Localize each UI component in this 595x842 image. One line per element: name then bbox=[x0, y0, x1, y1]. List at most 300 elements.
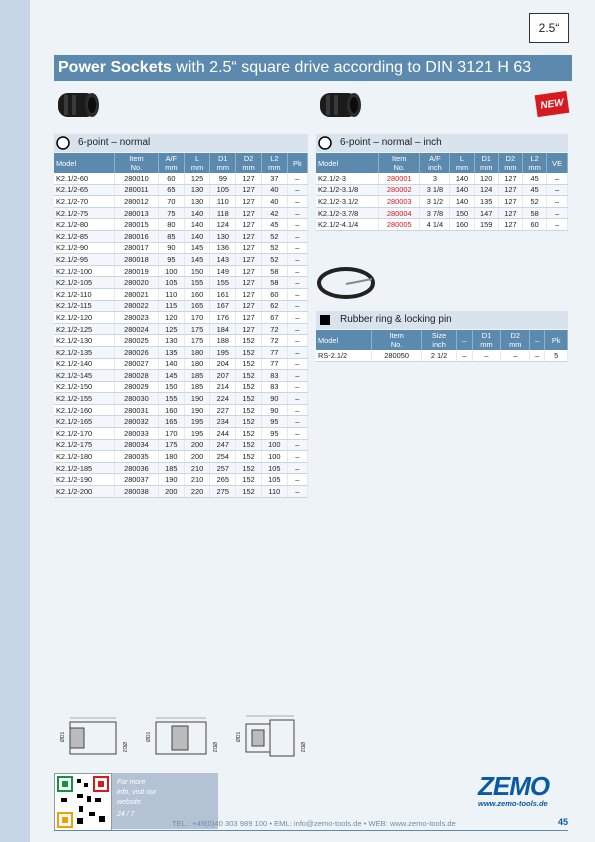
table-cell: K2.1/2-200 bbox=[54, 486, 114, 498]
table-cell: 58 bbox=[523, 207, 547, 219]
table-cell: – bbox=[287, 428, 307, 440]
header-text: No. bbox=[130, 163, 143, 172]
table-cell: 185 bbox=[184, 370, 210, 382]
item-number-cell: 280001 bbox=[379, 173, 420, 184]
table-row bbox=[54, 370, 308, 382]
table-cell: 127 bbox=[498, 207, 522, 219]
item-number-cell: 280028 bbox=[114, 370, 158, 382]
table-cell: – bbox=[287, 219, 307, 231]
table-cell: 190 bbox=[184, 393, 210, 405]
table-cell: 152 bbox=[236, 439, 262, 451]
table-cell: 175 bbox=[184, 335, 210, 347]
column-header bbox=[421, 330, 457, 350]
table-cell: 160 bbox=[158, 404, 184, 416]
column-header bbox=[450, 153, 474, 173]
table-cell: 2 1/2 bbox=[421, 350, 457, 361]
table-cell: 52 bbox=[261, 242, 287, 254]
table-cell: 37 bbox=[261, 173, 287, 184]
table-cell: 60 bbox=[158, 173, 184, 184]
table-cell: 275 bbox=[210, 486, 236, 498]
table-cell: 45 bbox=[523, 173, 547, 184]
table-cell: 161 bbox=[210, 288, 236, 300]
table-cell: K2.1/2-3.7/8 bbox=[316, 207, 379, 219]
table-cell: 52 bbox=[523, 196, 547, 208]
item-number-cell: 280023 bbox=[114, 312, 158, 324]
item-number-cell: 280016 bbox=[114, 230, 158, 242]
table-cell: – bbox=[287, 288, 307, 300]
table-cell: K2.1/2-185 bbox=[54, 462, 114, 474]
table-cell: 80 bbox=[158, 219, 184, 231]
table-cell: 3 bbox=[420, 173, 450, 184]
table-cell: 52 bbox=[261, 254, 287, 266]
column-header bbox=[54, 153, 114, 173]
table-cell: 130 bbox=[210, 230, 236, 242]
table-cell: 147 bbox=[474, 207, 498, 219]
table-cell: 227 bbox=[210, 404, 236, 416]
table-cell: 83 bbox=[261, 381, 287, 393]
table-cell: 95 bbox=[261, 416, 287, 428]
column-header bbox=[523, 153, 547, 173]
table-cell: 254 bbox=[210, 451, 236, 463]
header-text: L2 bbox=[270, 154, 279, 163]
table-cell: 152 bbox=[236, 358, 262, 370]
table-cell: 135 bbox=[158, 346, 184, 358]
table-cell: 127 bbox=[236, 196, 262, 208]
table-row bbox=[54, 462, 308, 474]
table-cell: 195 bbox=[184, 416, 210, 428]
table-row bbox=[54, 173, 308, 184]
header-text: D2 bbox=[510, 331, 520, 340]
table-cell: 100 bbox=[158, 265, 184, 277]
table-cell: 244 bbox=[210, 428, 236, 440]
table-cell: 265 bbox=[210, 474, 236, 486]
column-header bbox=[210, 153, 236, 173]
table-cell: 75 bbox=[158, 207, 184, 219]
header-text: Pk bbox=[551, 335, 561, 345]
table-cell: K2.1/2-125 bbox=[54, 323, 114, 335]
table-cell: 4 1/4 bbox=[420, 219, 450, 231]
item-number-cell: 280050 bbox=[372, 350, 421, 361]
table-cell: K2.1/2-100 bbox=[54, 265, 114, 277]
table-cell: 3 7/8 bbox=[420, 207, 450, 219]
table-cell: 140 bbox=[158, 358, 184, 370]
item-number-cell: 280037 bbox=[114, 474, 158, 486]
table-cell: – bbox=[287, 404, 307, 416]
table-cell: 95 bbox=[158, 254, 184, 266]
column-header bbox=[236, 153, 262, 173]
table-cell: 130 bbox=[184, 196, 210, 208]
table-cell: K2.1/2-130 bbox=[54, 335, 114, 347]
table-cell: 100 bbox=[261, 451, 287, 463]
header-text: Pk bbox=[293, 158, 302, 168]
table-cell: 247 bbox=[210, 439, 236, 451]
table-cell: 220 bbox=[184, 486, 210, 498]
table-cell: 3 1/2 bbox=[420, 196, 450, 208]
item-number-cell: 280004 bbox=[379, 207, 420, 219]
table-cell: 110 bbox=[261, 486, 287, 498]
table-cell: – bbox=[287, 173, 307, 184]
table-cell: K2.1/2-110 bbox=[54, 288, 114, 300]
column-header bbox=[472, 330, 501, 350]
table-cell: 165 bbox=[158, 416, 184, 428]
table-cell: 204 bbox=[210, 358, 236, 370]
table-cell: – bbox=[287, 196, 307, 208]
header-text: mm bbox=[165, 163, 178, 172]
item-number-cell: 280038 bbox=[114, 486, 158, 498]
table-cell: 140 bbox=[184, 230, 210, 242]
table-cell: 45 bbox=[523, 184, 547, 196]
column-header bbox=[420, 153, 450, 173]
info-line: website. bbox=[117, 799, 143, 806]
table-row bbox=[54, 196, 308, 208]
header-text: mm bbox=[455, 163, 469, 172]
header-text: A/F bbox=[429, 154, 441, 163]
table-row bbox=[54, 381, 308, 393]
table-cell: 127 bbox=[236, 184, 262, 196]
table-cell: 45 bbox=[261, 219, 287, 231]
table-cell: 224 bbox=[210, 393, 236, 405]
table-row bbox=[54, 288, 308, 300]
column-header bbox=[547, 153, 568, 173]
table-cell: 185 bbox=[184, 381, 210, 393]
table-cell: 136 bbox=[210, 242, 236, 254]
column-header bbox=[474, 153, 498, 173]
table-header-row bbox=[316, 153, 568, 173]
d2-label: ØD2 bbox=[299, 742, 305, 753]
header-text: inch bbox=[432, 340, 446, 349]
item-number-cell: 280036 bbox=[114, 462, 158, 474]
table-cell: – bbox=[457, 350, 472, 361]
table-cell: 65 bbox=[158, 184, 184, 196]
table-cell: 105 bbox=[261, 474, 287, 486]
table-cell: – bbox=[287, 230, 307, 242]
table-row bbox=[54, 335, 308, 347]
table-cell: 127 bbox=[498, 196, 522, 208]
table-row bbox=[316, 173, 568, 184]
website-link[interactable]: www.zemo-tools.de bbox=[478, 799, 548, 808]
item-number-cell: 280003 bbox=[379, 196, 420, 208]
table-cell: 72 bbox=[261, 323, 287, 335]
table-cell: K2.1/2-95 bbox=[54, 254, 114, 266]
table-rubber-ring bbox=[316, 330, 568, 362]
drive-size-tag: 2.5“ bbox=[529, 13, 569, 43]
table-cell: 180 bbox=[158, 451, 184, 463]
table-row bbox=[54, 474, 308, 486]
table-cell: – bbox=[287, 312, 307, 324]
table-cell: K2.1/2-60 bbox=[54, 173, 114, 184]
header-text: mm bbox=[480, 163, 493, 172]
table-cell: 184 bbox=[210, 323, 236, 335]
title-rest: with 2.5“ square drive according to DIN 3121 H 63 bbox=[171, 59, 532, 76]
table-cell: 127 bbox=[236, 242, 262, 254]
header-text: A/F bbox=[165, 154, 178, 163]
table-cell: K2.1/2-155 bbox=[54, 393, 114, 405]
item-number-cell: 280026 bbox=[114, 346, 158, 358]
table-cell: 127 bbox=[236, 312, 262, 324]
table-cell: 127 bbox=[236, 323, 262, 335]
header-text: mm bbox=[480, 340, 493, 349]
item-number-cell: 280017 bbox=[114, 242, 158, 254]
header-text: inch bbox=[428, 163, 442, 172]
table-cell: 130 bbox=[184, 184, 210, 196]
new-badge: NEW bbox=[535, 91, 570, 117]
rubber-ring-photo bbox=[316, 265, 376, 301]
table-cell: – bbox=[287, 462, 307, 474]
table-row bbox=[54, 358, 308, 370]
table-cell: K2.1/2-3 bbox=[316, 173, 379, 184]
table-cell: K2.1/2-65 bbox=[54, 184, 114, 196]
table-6point-inch bbox=[316, 153, 568, 231]
section-6point-inch bbox=[316, 134, 568, 152]
table-cell: 145 bbox=[184, 242, 210, 254]
table-cell: 140 bbox=[450, 173, 474, 184]
header-text: mm bbox=[528, 163, 541, 172]
table-cell: K2.1/2-165 bbox=[54, 416, 114, 428]
table-cell: 60 bbox=[523, 219, 547, 231]
table-cell: K2.1/2-70 bbox=[54, 196, 114, 208]
column-header bbox=[498, 153, 522, 173]
header-text: No. bbox=[390, 340, 403, 349]
table-cell: 140 bbox=[184, 219, 210, 231]
socket-drawing-1 bbox=[56, 712, 128, 762]
column-header bbox=[184, 153, 210, 173]
table-cell: 195 bbox=[210, 346, 236, 358]
header-text: D1 bbox=[481, 331, 492, 340]
table-cell: K2.1/2-105 bbox=[54, 277, 114, 289]
table-cell: K2.1/2-160 bbox=[54, 404, 114, 416]
left-side-bar bbox=[0, 0, 30, 842]
table-cell: – bbox=[287, 346, 307, 358]
table-cell: 130 bbox=[158, 335, 184, 347]
item-number-cell: 280032 bbox=[114, 416, 158, 428]
table-row bbox=[54, 184, 308, 196]
column-header bbox=[501, 330, 530, 350]
table-row bbox=[54, 277, 308, 289]
header-text: VE bbox=[552, 158, 563, 168]
table-row bbox=[316, 219, 568, 231]
table-cell: 152 bbox=[236, 428, 262, 440]
table-row bbox=[54, 230, 308, 242]
table-cell: – bbox=[287, 323, 307, 335]
table-cell: 150 bbox=[158, 381, 184, 393]
table-cell: – bbox=[287, 439, 307, 451]
header-text: D2 bbox=[243, 154, 254, 163]
table-cell: – bbox=[472, 350, 501, 361]
table-cell: 214 bbox=[210, 381, 236, 393]
column-header bbox=[316, 153, 379, 173]
table-cell: 152 bbox=[236, 393, 262, 405]
table-row bbox=[54, 242, 308, 254]
table-cell: 95 bbox=[261, 428, 287, 440]
qr-code-icon[interactable] bbox=[54, 773, 112, 831]
table-row bbox=[54, 265, 308, 277]
table-header-row bbox=[54, 153, 308, 173]
table-row bbox=[54, 404, 308, 416]
table-cell: 42 bbox=[261, 207, 287, 219]
table-cell: 127 bbox=[236, 207, 262, 219]
table-row bbox=[54, 207, 308, 219]
header-text: mm bbox=[216, 163, 229, 172]
contact-line[interactable]: TEL.: +49(0)40 303 989 100 • EML: info@zemo-tools.de • WEB: www.zemo-tools.de bbox=[172, 819, 456, 828]
socket-drawing-3 bbox=[232, 712, 312, 762]
table-cell: 115 bbox=[158, 300, 184, 312]
table-cell: – bbox=[547, 207, 568, 219]
column-header bbox=[457, 330, 472, 350]
table-cell: 58 bbox=[261, 265, 287, 277]
table-cell: K2.1/2-120 bbox=[54, 312, 114, 324]
table-cell: 125 bbox=[158, 323, 184, 335]
table-cell: 40 bbox=[261, 184, 287, 196]
header-text: Model bbox=[318, 335, 339, 345]
table-row bbox=[54, 219, 308, 231]
table-cell: 40 bbox=[261, 196, 287, 208]
table-cell: 149 bbox=[210, 265, 236, 277]
table-cell: K2.1/2-135 bbox=[54, 346, 114, 358]
table-cell: 127 bbox=[236, 254, 262, 266]
table-cell: 175 bbox=[158, 439, 184, 451]
table-cell: 127 bbox=[236, 230, 262, 242]
table-cell: – bbox=[287, 358, 307, 370]
header-text: Size bbox=[431, 331, 447, 340]
table-row bbox=[54, 428, 308, 440]
socket-photo-right bbox=[316, 90, 362, 120]
page-number: 45 bbox=[557, 817, 568, 827]
table-row bbox=[54, 254, 308, 266]
table-cell: 120 bbox=[158, 312, 184, 324]
table-cell: – bbox=[547, 196, 568, 208]
table-cell: 3 1/8 bbox=[420, 184, 450, 196]
table-cell: 135 bbox=[474, 196, 498, 208]
table-row bbox=[316, 196, 568, 208]
table-cell: 140 bbox=[450, 196, 474, 208]
info-line: For more bbox=[117, 779, 146, 786]
table-cell: 105 bbox=[210, 184, 236, 196]
section-6point-normal bbox=[54, 134, 308, 152]
table-cell: K2.1/2-170 bbox=[54, 428, 114, 440]
table-cell: – bbox=[287, 474, 307, 486]
header-text: L bbox=[195, 154, 200, 163]
table-cell: K2.1/2-190 bbox=[54, 474, 114, 486]
table-cell: K2.1/2-140 bbox=[54, 358, 114, 370]
table-cell: 110 bbox=[158, 288, 184, 300]
table-cell: 60 bbox=[261, 288, 287, 300]
table-cell: 105 bbox=[261, 462, 287, 474]
table-cell: 185 bbox=[158, 462, 184, 474]
column-header bbox=[287, 153, 307, 173]
hexagon-icon bbox=[316, 134, 334, 152]
table-cell: K2.1/2-85 bbox=[54, 230, 114, 242]
socket-drawing-2 bbox=[142, 712, 222, 762]
item-number-cell: 280005 bbox=[379, 219, 420, 231]
table-cell: 67 bbox=[261, 312, 287, 324]
table-cell: 152 bbox=[236, 381, 262, 393]
table-cell: 52 bbox=[261, 230, 287, 242]
table-cell: – bbox=[287, 451, 307, 463]
table-cell: 195 bbox=[184, 428, 210, 440]
table-cell: 188 bbox=[210, 335, 236, 347]
table-row bbox=[54, 323, 308, 335]
table-cell: 150 bbox=[450, 207, 474, 219]
table-cell: 200 bbox=[184, 439, 210, 451]
table-cell: K2.1/2-80 bbox=[54, 219, 114, 231]
column-header bbox=[316, 330, 372, 350]
table-cell: – bbox=[501, 350, 530, 361]
table-cell: – bbox=[287, 381, 307, 393]
table-row bbox=[54, 486, 308, 498]
table-cell: 70 bbox=[158, 196, 184, 208]
table-cell: 72 bbox=[261, 335, 287, 347]
table-cell: 105 bbox=[158, 277, 184, 289]
table-row bbox=[54, 312, 308, 324]
info-line: info, visit our bbox=[117, 789, 157, 796]
table-header-row bbox=[316, 330, 568, 350]
table-cell: 155 bbox=[158, 393, 184, 405]
table-cell: 207 bbox=[210, 370, 236, 382]
header-text: D2 bbox=[505, 154, 516, 163]
table-cell: 127 bbox=[236, 265, 262, 277]
table-cell: K2.1/2-175 bbox=[54, 439, 114, 451]
header-text: Item bbox=[389, 331, 404, 340]
column-header bbox=[379, 153, 420, 173]
table-cell: 127 bbox=[236, 288, 262, 300]
info-line: 24 / 7 bbox=[117, 811, 135, 818]
header-text: D1 bbox=[218, 154, 228, 163]
table-cell: 100 bbox=[261, 439, 287, 451]
table-cell: 175 bbox=[184, 323, 210, 335]
item-number-cell: 280034 bbox=[114, 439, 158, 451]
table-row bbox=[316, 207, 568, 219]
table-cell: – bbox=[287, 265, 307, 277]
item-number-cell: 280022 bbox=[114, 300, 158, 312]
table-row bbox=[54, 439, 308, 451]
table-cell: K2.1/2-3.1/8 bbox=[316, 184, 379, 196]
table-cell: 170 bbox=[158, 428, 184, 440]
table-cell: 110 bbox=[210, 196, 236, 208]
column-header bbox=[372, 330, 421, 350]
column-header bbox=[261, 153, 287, 173]
table-row bbox=[54, 346, 308, 358]
item-number-cell: 280033 bbox=[114, 428, 158, 440]
item-number-cell: 280020 bbox=[114, 277, 158, 289]
table-cell: 90 bbox=[261, 393, 287, 405]
table-cell: 127 bbox=[498, 219, 522, 231]
table-cell: 77 bbox=[261, 346, 287, 358]
table-cell: 180 bbox=[184, 346, 210, 358]
header-text: L bbox=[459, 154, 465, 163]
table-cell: 200 bbox=[184, 451, 210, 463]
table-cell: 170 bbox=[184, 312, 210, 324]
table-cell: 99 bbox=[210, 173, 236, 184]
table-cell: 127 bbox=[498, 184, 522, 196]
title-bold: Power Sockets bbox=[58, 59, 172, 76]
table-cell: 5 bbox=[545, 350, 568, 361]
table-cell: – bbox=[287, 393, 307, 405]
header-text: No. bbox=[393, 163, 405, 172]
header-text: mm bbox=[268, 163, 281, 172]
table-cell: 152 bbox=[236, 416, 262, 428]
table-cell: RS-2.1/2 bbox=[316, 350, 372, 361]
table-cell: K2.1/2-115 bbox=[54, 300, 114, 312]
table-cell: 127 bbox=[498, 173, 522, 184]
table-cell: K2.1/2-150 bbox=[54, 381, 114, 393]
item-number-cell: 280024 bbox=[114, 323, 158, 335]
table-cell: 58 bbox=[261, 277, 287, 289]
table-cell: 120 bbox=[474, 173, 498, 184]
column-header bbox=[158, 153, 184, 173]
table-cell: 152 bbox=[236, 451, 262, 463]
table-row bbox=[54, 416, 308, 428]
item-number-cell: 280021 bbox=[114, 288, 158, 300]
